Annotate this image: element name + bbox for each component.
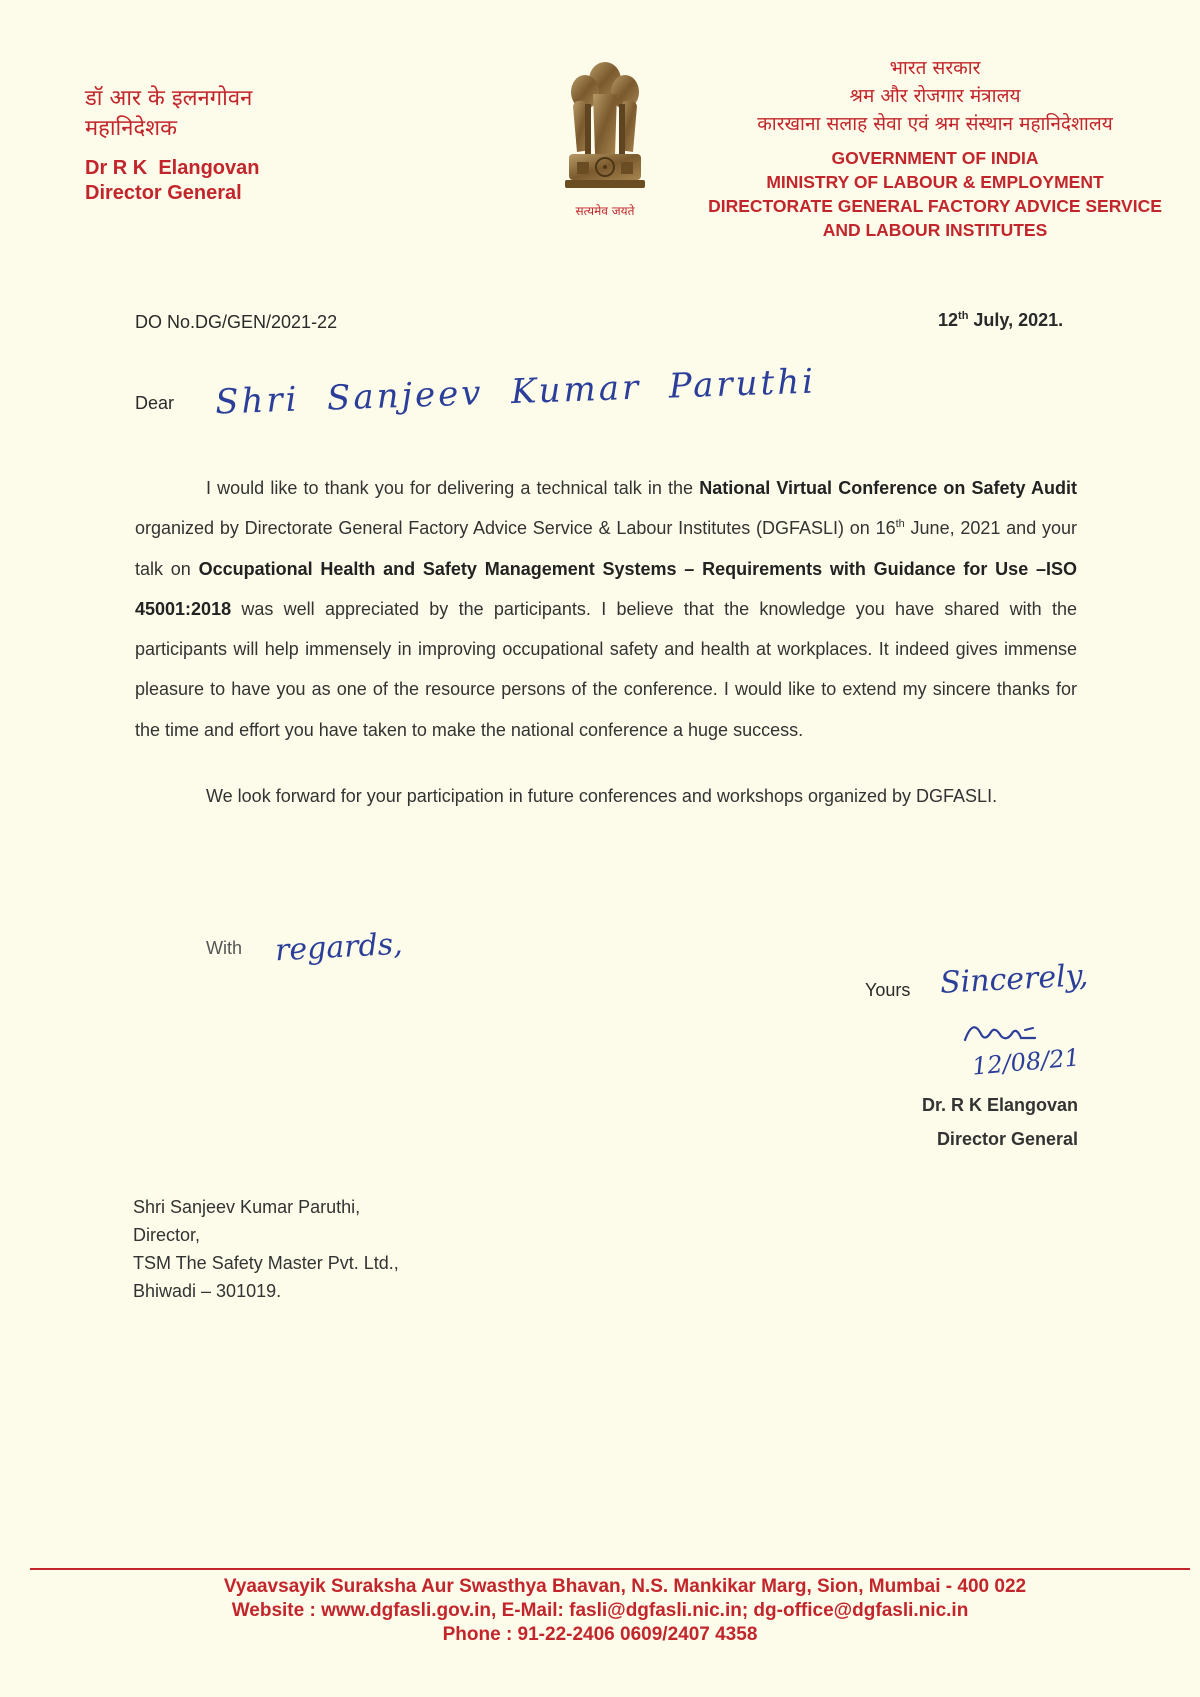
ministry-line4: AND LABOUR INSTITUTES bbox=[822, 220, 1048, 240]
ministry-line3-hindi: कारखाना सलाह सेवा एवं श्रम संस्थान महानिदेशालय bbox=[757, 113, 1113, 135]
recipient-line: Bhiwadi – 301019. bbox=[133, 1281, 282, 1301]
closing-regards-handwritten: regards, bbox=[274, 926, 404, 969]
sender-title: Director General bbox=[85, 182, 242, 204]
salutation-handwritten-name: Shri Sanjeev Kumar Paruthi bbox=[214, 361, 817, 423]
sender-title-hindi: महानिदेशक bbox=[85, 116, 177, 141]
ministry-line1-hindi: भारत सरकार bbox=[889, 57, 981, 79]
footer bbox=[0, 1575, 1200, 1647]
date-day: 12 bbox=[938, 310, 959, 330]
sender-block bbox=[85, 84, 259, 206]
signature-scribble-icon bbox=[955, 1012, 1045, 1052]
p1-text: I would like to thank you for delivering a technical talk in the bbox=[206, 478, 700, 498]
ministry-line2: MINISTRY OF LABOUR & EMPLOYMENT bbox=[766, 172, 1104, 192]
closing-sincerely-handwritten: Sincerely, bbox=[939, 958, 1090, 1001]
footer-divider bbox=[30, 1568, 1190, 1570]
signature-date: 12/08/21 bbox=[970, 1043, 1081, 1081]
date-month-year: July, 2021. bbox=[968, 310, 1064, 330]
closing-yours: Yours bbox=[865, 980, 911, 1000]
letter-body bbox=[135, 468, 1077, 816]
footer-address: Vyaavsayik Suraksha Aur Swasthya Bhavan, N.S. Mankikar Marg, Sion, Mumbai - 400 022 bbox=[223, 1576, 1027, 1597]
ministry-line3: DIRECTORATE GENERAL FACTORY ADVICE SERVICE bbox=[708, 196, 1162, 216]
ministry-block bbox=[700, 54, 1170, 242]
body-paragraph-1 bbox=[135, 468, 1077, 750]
p1-text: June, 2021 and your talk on bbox=[135, 518, 1077, 579]
recipient-address bbox=[133, 1193, 399, 1305]
ministry-line1: GOVERNMENT OF INDIA bbox=[831, 148, 1039, 168]
signer-block bbox=[860, 1088, 1078, 1156]
talk-title: Occupational Health and Safety Management Systems – Requirements with Guidance for Use –ISO 45001:2018 bbox=[135, 558, 1077, 619]
signer-title: Director General bbox=[936, 1129, 1078, 1149]
date-suffix: th bbox=[958, 310, 969, 322]
footer-phone: Phone : 91-22-2406 0609/2407 4358 bbox=[442, 1624, 758, 1645]
conference-name: National Virtual Conference on Safety Audit bbox=[699, 478, 1078, 498]
sender-name: Dr R K Elangovan bbox=[85, 157, 260, 179]
body-paragraph-2: We look forward for your participation in future conferences and workshops organized by DGFASLI. bbox=[206, 786, 998, 807]
signer-name: Dr. R K Elangovan bbox=[921, 1095, 1078, 1115]
recipient-line: Director, bbox=[133, 1225, 201, 1245]
recipient-line: TSM The Safety Master Pvt. Ltd., bbox=[133, 1253, 399, 1273]
ministry-line2-hindi: श्रम और रोजगार मंत्रालय bbox=[849, 85, 1021, 107]
closing-with: With bbox=[206, 938, 242, 958]
letter-date bbox=[938, 310, 1063, 331]
recipient-line: Shri Sanjeev Kumar Paruthi, bbox=[133, 1197, 361, 1217]
p1-text: was well appreciated by the participants. I believe that the knowledge you have shared with the participants will help immensely in improving occupational safety and health at workplaces. It indeed gives immense pleasure to have you as one of the resource persons of the conference. I would like to extend my sincere thanks for the time and effort you have taken to make the national conference a huge success. bbox=[135, 598, 1077, 740]
salutation: Dear bbox=[135, 393, 175, 413]
p1-date-suffix: th bbox=[895, 518, 905, 531]
reference-number: DO No.DG/GEN/2021-22 bbox=[135, 312, 338, 332]
footer-web-email: Website : www.dgfasli.gov.in, E-Mail: fasli@dgfasli.nic.in; dg-office@dgfasli.nic.in bbox=[231, 1600, 969, 1621]
emblem-motto: सत्यमेव जयते bbox=[575, 204, 635, 218]
p1-text: organized by Directorate General Factory Advice Service & Labour Institutes (DGFASLI) on bbox=[135, 518, 876, 539]
p1-text: 16 bbox=[875, 518, 896, 539]
sender-name-hindi: डॉ आर के इलनगोवन bbox=[85, 86, 253, 111]
